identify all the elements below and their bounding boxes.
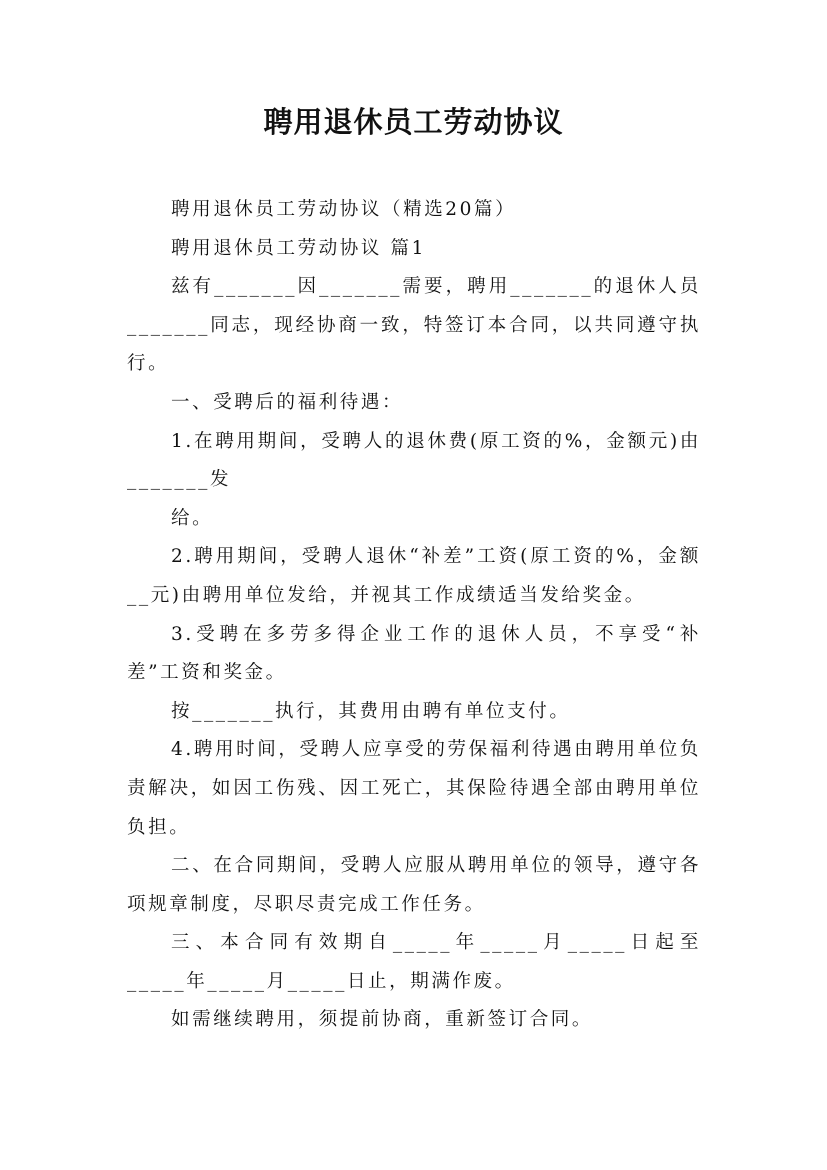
section-heading: 聘用退休员工劳动协议 篇1 xyxy=(171,237,426,259)
renewal-paragraph: 如需继续聘用，须提前协商，重新签订合同。 xyxy=(171,1009,594,1031)
intro-paragraph: 兹有_______因_______需要，聘用_______的退休人员_______同志，现经协商一致，特签订本合同，以共同遵守执行。 xyxy=(127,276,701,375)
subtitle-paragraph: 聘用退休员工劳动协议（精选20篇） xyxy=(171,199,517,220)
clause-heading-1: 一、受聘后的福利待遇： xyxy=(171,391,404,413)
document-body xyxy=(127,191,701,1040)
clause-1-item-3: 3.受聘在多劳多得企业工作的退休人员，不享受“补差”工资和奖金。 xyxy=(127,623,701,684)
clause-1-item-1-continuation: 给。 xyxy=(171,507,214,529)
clause-1-item-4: 4.聘用时间，受聘人应享受的劳保福利待遇由聘用单位负责解决，如因工伤残、因工死亡，其保险待遇全部由聘用单位负担。 xyxy=(127,739,701,838)
clause-1-item-2: 2.聘用期间，受聘人退休“补差”工资(原工资的%，金额__元)由聘用单位发给，并视其工作成绩适当发给奖金。 xyxy=(127,546,701,606)
clause-1-item-1: 1.在聘用期间，受聘人的退休费(原工资的%，金额元)由_______发 xyxy=(127,430,701,491)
document-title: 聘用退休员工劳动协议 xyxy=(263,105,564,139)
clause-1-item-3-continuation: 按_______执行，其费用由聘有单位支付。 xyxy=(171,700,571,722)
clause-3: 三、本合同有效期自_____年_____月_____日起至_____年_____月_____日止，期满作废。 xyxy=(127,932,701,992)
clause-2: 二、在合同期间，受聘人应服从聘用单位的领导，遵守各项规章制度，尽职尽责完成工作任务。 xyxy=(127,855,701,915)
